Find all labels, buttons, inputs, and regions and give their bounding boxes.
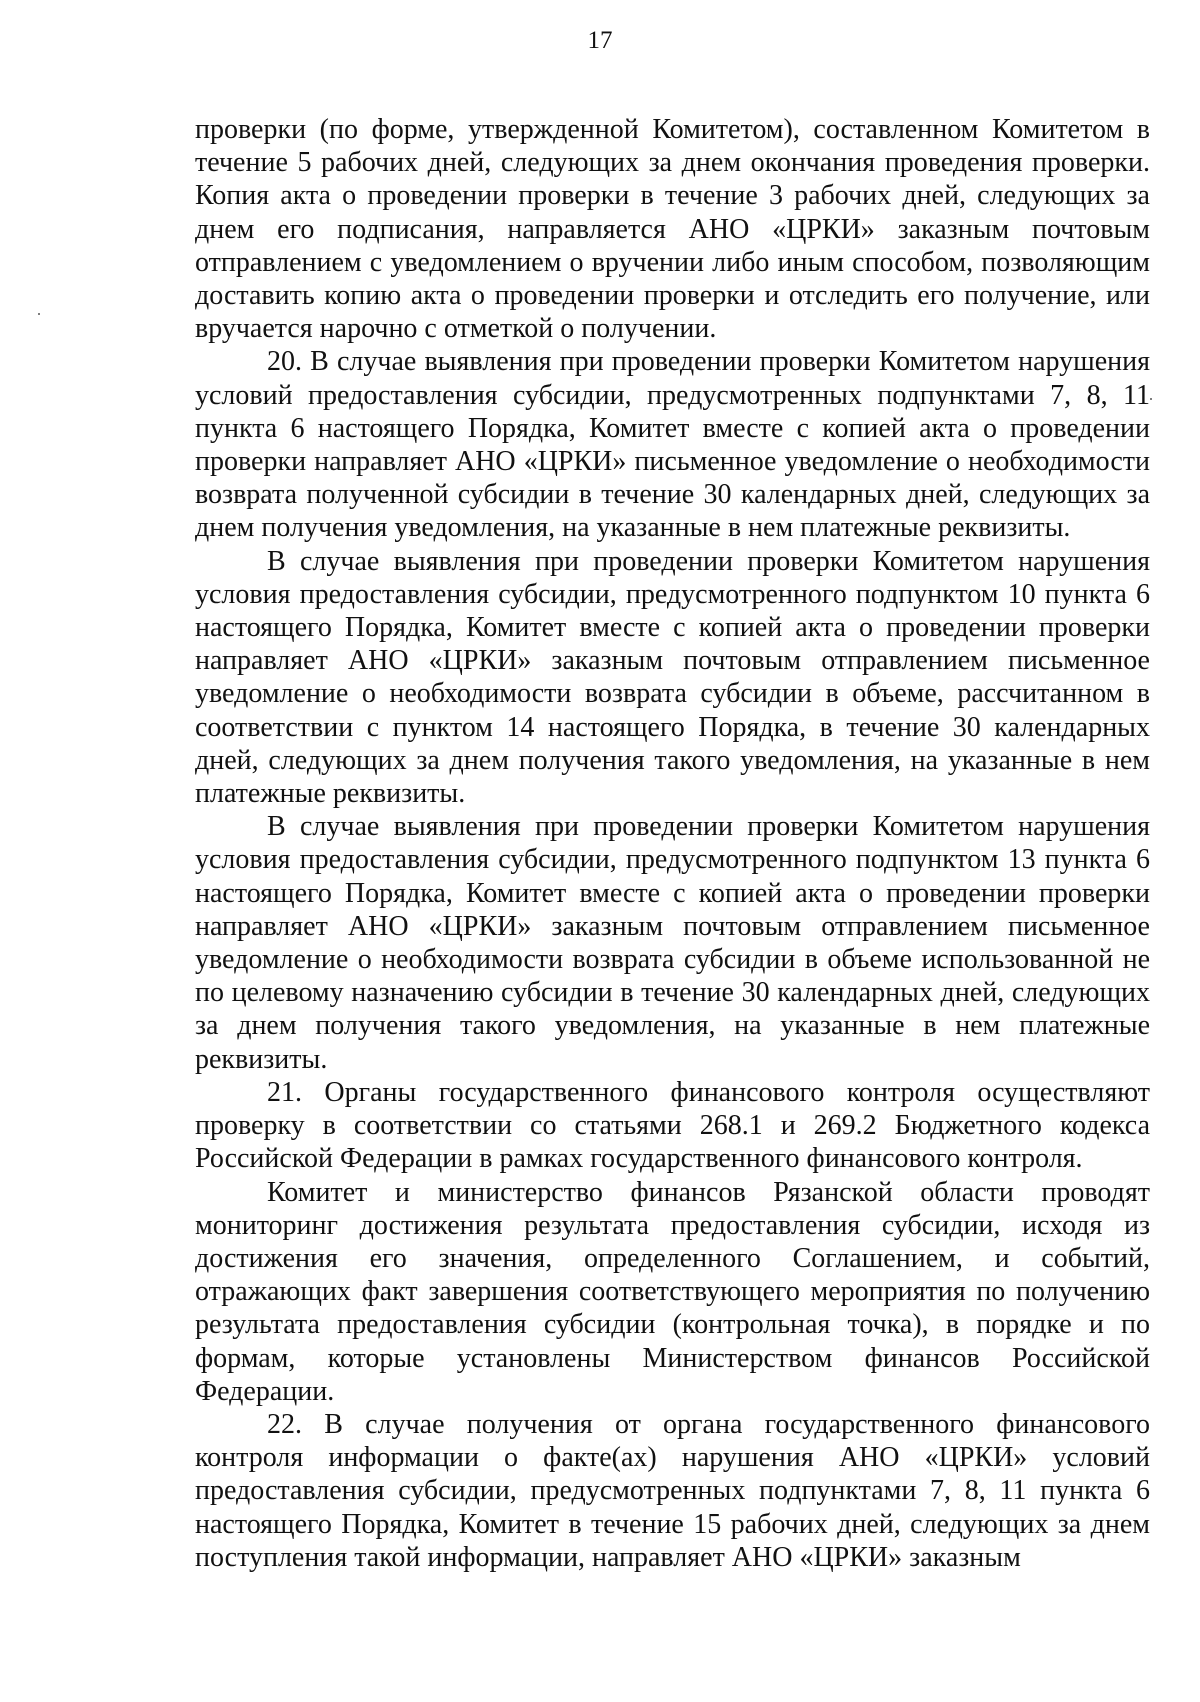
page-number: 17 xyxy=(587,27,613,54)
paragraph-item-22: 22. В случае получения от органа государственного финансового контроля информации о факте(ах) нарушения АНО «ЦРКИ» условий предоставления субсидии, предусмотренных подпунктами 7, 8, 11 пункта 6 настоящего Порядка, Комитет в течение 15 рабочих дней, следующих за днем поступления такой информации, направляет АНО «ЦРКИ» заказным xyxy=(195,1408,1150,1573)
paragraph-item-20-part-3: В случае выявления при проведении проверки Комитетом нарушения условия предоставления субсидии, предусмотренного подпунктом 13 пункта 6 настоящего Порядка, Комитет вместе с копией акта о проведении проверки направляет АНО «ЦРКИ» заказным почтовым отправлением письменное уведомление о необходимости возврата субсидии в объеме использованной не по целевому назначению субсидии в течение 30 календарных дней, следующих за днем получения такого уведомления, на указанные в нем платежные реквизиты. xyxy=(195,811,1150,1075)
scan-speck xyxy=(1150,398,1152,400)
scan-speck xyxy=(38,313,40,315)
paragraph-item-20: 20. В случае выявления при проведении проверки Комитетом нарушения условий предоставления субсидии, предусмотренных подпунктами 7, 8, 11 пункта 6 настоящего Порядка, Комитет вместе с копией акта о проведении проверки направляет АНО «ЦРКИ» письменное уведомление о необходимости возврата полученной субсидии в течение 30 календарных дней, следующих за днем получения уведомления, на указанные в нем платежные реквизиты. xyxy=(195,346,1150,544)
document-body xyxy=(195,113,1150,1574)
paragraph-continuation: проверки (по форме, утвержденной Комитетом), составленном Комитетом в течение 5 рабочих дней, следующих за днем окончания проведения проверки. Копия акта о проведении проверки в течение 3 рабочих дней, следующих за днем его подписания, направляется АНО «ЦРКИ» заказным почтовым отправлением с уведомлением о вручении либо иным способом, позволяющим доставить копию акта о проведении проверки и отследить его получение, или вручается нарочно с отметкой о получении. xyxy=(195,114,1150,345)
paragraph-item-20-part-2: В случае выявления при проведении проверки Комитетом нарушения условия предоставления субсидии, предусмотренного подпунктом 10 пункта 6 настоящего Порядка, Комитет вместе с копией акта о проведении проверки направляет АНО «ЦРКИ» заказным почтовым отправлением письменное уведомление о необходимости возврата субсидии в объеме, рассчитанном в соответствии с пунктом 14 настоящего Порядка, в течение 30 календарных дней, следующих за днем получения такого уведомления, на указанные в нем платежные реквизиты. xyxy=(195,545,1150,810)
paragraph-item-21: 21. Органы государственного финансового контроля осуществляют проверку в соответствии со статьями 268.1 и 269.2 Бюджетного кодекса Российской Федерации в рамках государственного финансового контроля. xyxy=(195,1076,1150,1175)
paragraph-item-21-part-2: Комитет и министерство финансов Рязанской области проводят мониторинг достижения результата предоставления субсидии, исходя из достижения его значения, определенного Соглашением, и событий, отражающих факт завершения соответствующего мероприятия по получению результата предоставления субсидии (контрольная точка), в порядке и по формам, которые установлены Министерством финансов Российской Федерации. xyxy=(195,1176,1150,1407)
